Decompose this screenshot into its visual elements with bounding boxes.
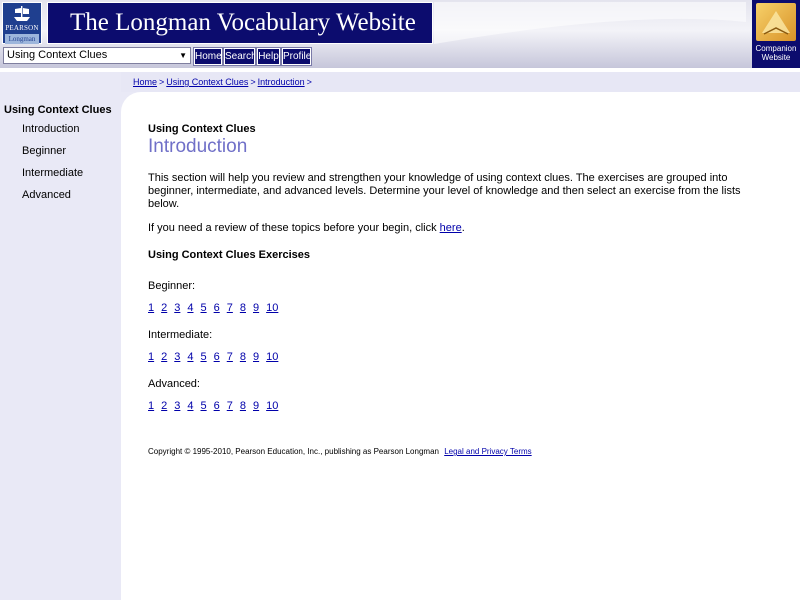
book-icon [756,3,796,41]
subject-select[interactable]: Using Context Clues ▼ [3,47,191,64]
exercise-link[interactable]: 4 [187,400,194,412]
exercise-link-row [148,351,768,363]
sidebar-item-advanced[interactable]: Advanced [22,189,71,201]
review-here-link[interactable]: here [439,222,462,234]
intro-paragraph: This section will help you review and strengthen your knowledge of using context clues. The exercises are grouped into beginner, intermediate, and advanced levels. Determine your level of knowledge and then select an exercise from the lists below. [148,172,741,210]
site-title: The Longman Vocabulary Website [70,9,416,36]
site-title-banner [47,2,433,44]
level-label: Advanced: [148,378,200,390]
breadcrumb-topic[interactable]: Using Context Clues [166,77,249,87]
exercise-link[interactable]: 3 [174,400,181,412]
exercise-link[interactable]: 2 [161,400,168,412]
exercise-link[interactable]: 1 [148,351,155,363]
profile-button[interactable]: Profile [282,48,311,65]
exercise-link[interactable]: 8 [239,302,246,314]
dropdown-arrow-icon: ▼ [179,51,187,60]
section-label: Using Context Clues [148,123,256,135]
header-bar [0,0,800,68]
main-content [148,123,768,456]
exercise-link[interactable]: 3 [174,351,181,363]
exercises-heading: Using Context Clues Exercises [148,249,311,261]
exercise-link[interactable]: 8 [239,400,246,412]
exercise-link[interactable]: 7 [226,400,233,412]
banner-swoosh [434,2,746,44]
exercise-link[interactable]: 5 [200,400,207,412]
exercise-link[interactable]: 1 [148,400,155,412]
exercise-link[interactable]: 6 [213,400,220,412]
page-title: Introduction [148,136,248,157]
breadcrumb-home[interactable]: Home [133,77,158,87]
sidebar-item-introduction[interactable]: Introduction [22,123,80,135]
exercise-link[interactable]: 7 [226,351,233,363]
ship-logo-icon [12,5,32,23]
exercise-link[interactable]: 10 [266,302,279,314]
exercise-levels [148,280,768,412]
pearson-logo[interactable] [2,2,42,44]
exercise-link[interactable]: 2 [161,351,168,363]
legal-privacy-link[interactable]: Legal and Privacy Terms [444,447,532,456]
sidebar-corner-curve [121,92,141,112]
help-button[interactable]: Help [257,48,280,65]
exercise-link[interactable]: 3 [174,302,181,314]
companion-website-badge[interactable] [752,0,800,68]
exercise-link[interactable]: 10 [266,400,279,412]
exercise-link[interactable]: 4 [187,302,194,314]
review-paragraph: If you need a review of these topics before your begin, click here. [148,222,465,234]
logo-word-pearson: PEARSON [5,24,39,32]
exercise-link[interactable]: 10 [266,351,279,363]
exercise-link-row [148,400,768,412]
exercise-link[interactable]: 9 [253,400,260,412]
exercise-link[interactable]: 6 [213,351,220,363]
level-label: Beginner: [148,280,196,292]
breadcrumb-current[interactable]: Introduction [257,77,305,87]
sidebar [0,72,121,600]
exercise-link[interactable]: 9 [253,351,260,363]
copyright-text: Copyright © 1995-2010, Pearson Education, Inc., publishing as Pearson Longman [148,447,439,456]
home-button[interactable]: Home [194,48,222,65]
exercise-link[interactable]: 7 [226,302,233,314]
sidebar-item-beginner[interactable]: Beginner [22,145,67,157]
breadcrumb: Home > Using Context Clues > Introduction > [121,72,800,92]
sidebar-item-intermediate[interactable]: Intermediate [22,167,84,179]
exercise-link[interactable]: 2 [161,302,168,314]
exercise-link[interactable]: 9 [253,302,260,314]
copyright-footer [148,447,768,456]
level-label: Intermediate: [148,329,213,341]
exercise-link[interactable]: 5 [200,351,207,363]
companion-website-label: Companion Website [755,44,797,62]
exercise-link-row [148,302,768,314]
exercise-link[interactable]: 1 [148,302,155,314]
exercise-link[interactable]: 4 [187,351,194,363]
logo-word-longman: Longman [5,34,39,44]
sidebar-title: Using Context Clues [4,104,112,116]
exercise-link[interactable]: 5 [200,302,207,314]
search-button[interactable]: Search [224,48,255,65]
exercise-link[interactable]: 8 [239,351,246,363]
exercise-link[interactable]: 6 [213,302,220,314]
